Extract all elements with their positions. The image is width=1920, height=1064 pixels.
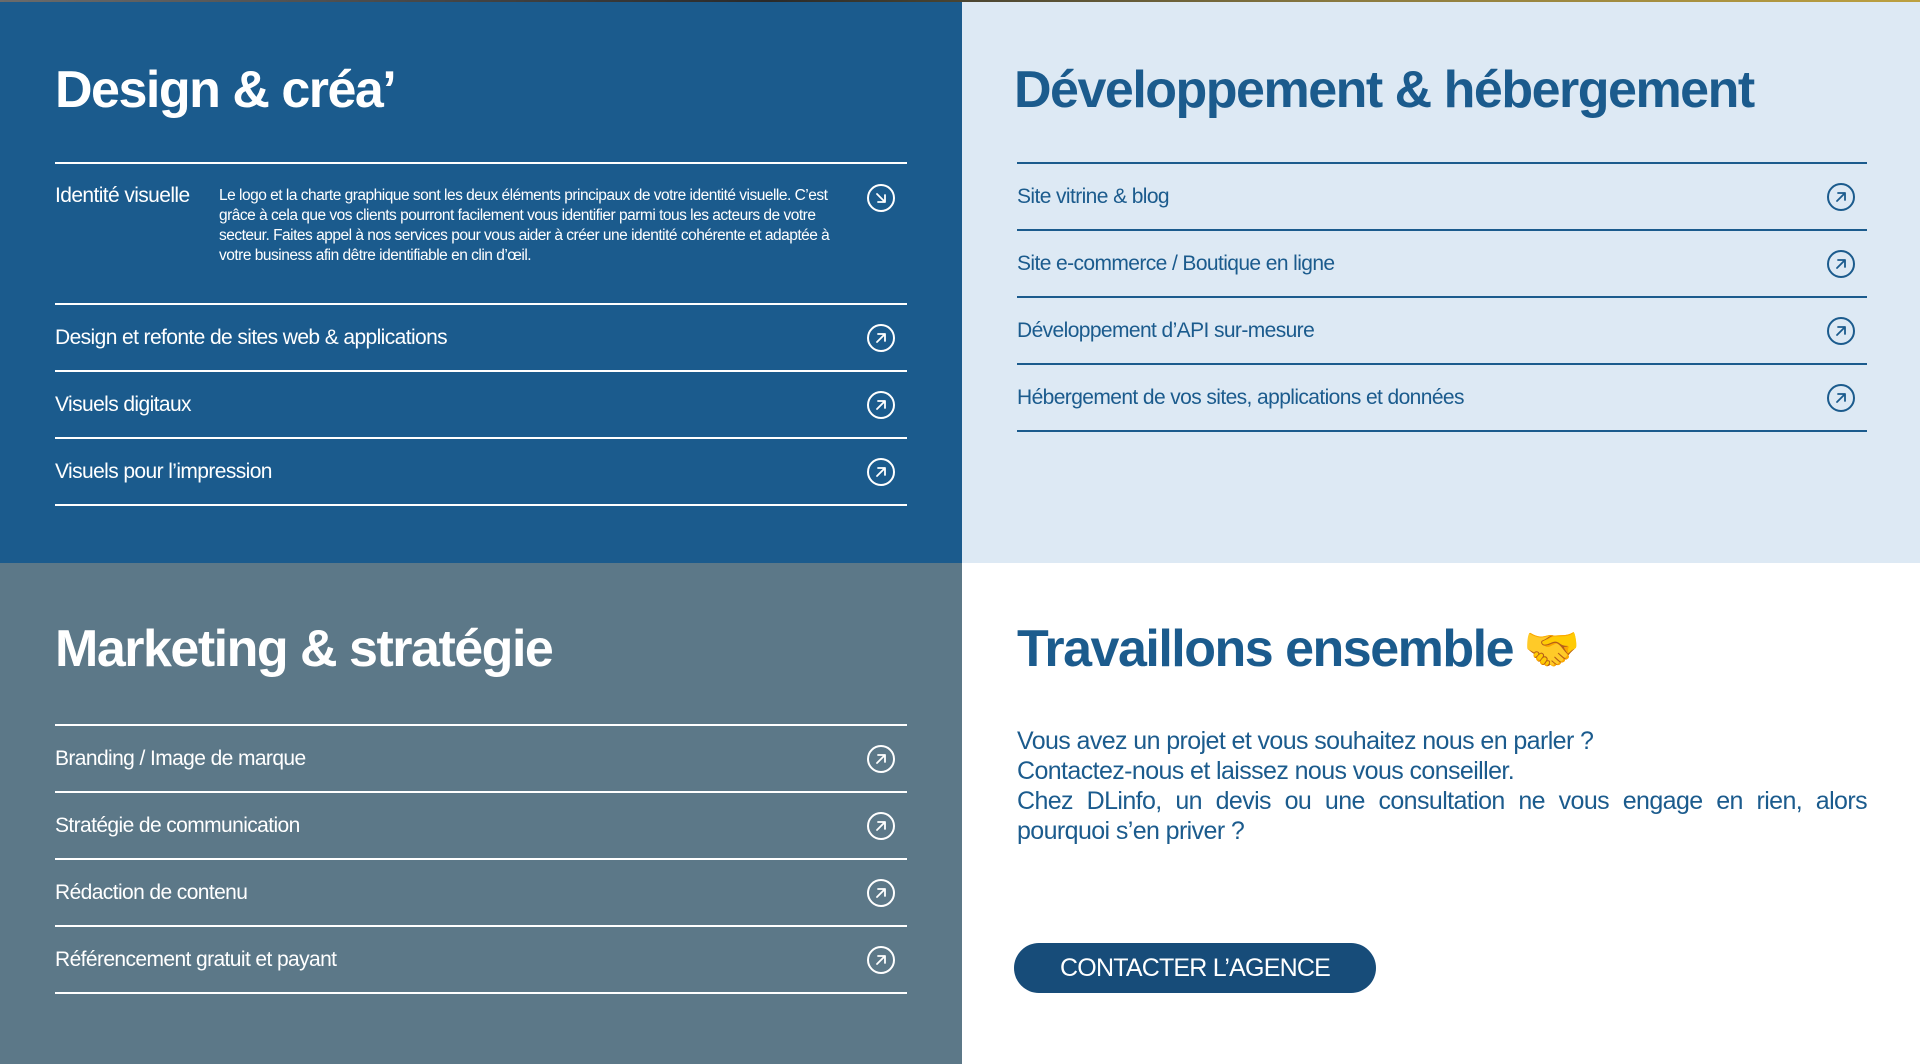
service-label: Branding / Image de marque <box>55 746 306 770</box>
handshake-icon: 🤝 <box>1523 622 1579 676</box>
contact-section <box>962 563 1920 1064</box>
arrow-up-right-circle-icon[interactable] <box>867 879 895 907</box>
contact-line: Chez DLinfo, un devis ou une consultation ne vous engage en rien, alors pourquoi s’en priver ? <box>1017 787 1867 845</box>
marketing-title: Marketing & stratégie <box>55 620 553 678</box>
service-strategie-communication[interactable] <box>55 793 907 860</box>
arrow-up-right-circle-icon[interactable] <box>1827 250 1855 278</box>
service-site-vitrine[interactable] <box>1017 164 1867 231</box>
contact-title-text: Travaillons ensemble <box>1017 620 1514 678</box>
arrow-up-right-circle-icon[interactable] <box>1827 317 1855 345</box>
service-label: Hébergement de vos sites, applications et données <box>1017 385 1464 409</box>
arrow-up-right-circle-icon[interactable] <box>867 458 895 486</box>
dev-title: Développement & hébergement <box>1014 61 1754 119</box>
service-label: Design et refonte de sites web & applications <box>55 325 448 349</box>
service-ecommerce[interactable] <box>1017 231 1867 298</box>
service-referencement[interactable] <box>55 927 907 994</box>
dev-service-list <box>1017 162 1867 432</box>
service-label: Développement d’API sur-mesure <box>1017 318 1315 342</box>
top-divider <box>0 0 1920 2</box>
design-service-list <box>55 162 907 506</box>
service-description: Le logo et la charte graphique sont les deux éléments principaux de votre identité visuelle. C’est grâce à cela que vos clients pourront facilement vous identifier parmi tous les acteurs de votre secteur. Faites appel à nos services pour vous aider à créer une identité cohérente et adaptée à votre business afin dêtre identifiable en clin d’œil. <box>219 187 830 264</box>
arrow-up-right-circle-icon[interactable] <box>867 324 895 352</box>
service-label: Référencement gratuit et payant <box>55 947 337 971</box>
arrow-down-right-circle-icon[interactable] <box>867 184 895 212</box>
service-label: Site vitrine & blog <box>1017 184 1170 208</box>
service-api[interactable] <box>1017 298 1867 365</box>
service-visuels-digitaux[interactable] <box>55 372 907 439</box>
arrow-up-right-circle-icon[interactable] <box>867 812 895 840</box>
design-section <box>0 0 962 563</box>
arrow-up-right-circle-icon[interactable] <box>1827 183 1855 211</box>
arrow-up-right-circle-icon[interactable] <box>867 745 895 773</box>
arrow-up-right-circle-icon[interactable] <box>867 391 895 419</box>
dev-section <box>962 0 1920 563</box>
marketing-service-list <box>55 724 907 994</box>
service-label: Stratégie de communication <box>55 813 300 837</box>
service-visuels-impression[interactable] <box>55 439 907 506</box>
contact-line: Contactez-nous et laissez nous vous conseiller. <box>1017 757 1515 785</box>
service-hebergement[interactable] <box>1017 365 1867 432</box>
contact-agency-button[interactable]: CONTACTER L’AGENCE <box>1014 943 1376 993</box>
service-label: Rédaction de contenu <box>55 880 248 904</box>
service-label: Identité visuelle <box>55 184 190 207</box>
design-title: Design & créa’ <box>55 61 396 119</box>
service-identite-visuelle[interactable] <box>55 164 907 305</box>
arrow-up-right-circle-icon[interactable] <box>1827 384 1855 412</box>
service-branding[interactable] <box>55 726 907 793</box>
contact-text <box>1017 726 1867 846</box>
contact-title <box>1017 620 1579 678</box>
marketing-section <box>0 563 962 1064</box>
service-redaction[interactable] <box>55 860 907 927</box>
service-label: Visuels digitaux <box>55 392 191 416</box>
contact-line: Vous avez un projet et vous souhaitez nous en parler ? <box>1017 727 1594 755</box>
service-label: Visuels pour l’impression <box>55 459 272 483</box>
arrow-up-right-circle-icon[interactable] <box>867 946 895 974</box>
service-design-refonte[interactable] <box>55 305 907 372</box>
service-label: Site e-commerce / Boutique en ligne <box>1017 251 1335 275</box>
